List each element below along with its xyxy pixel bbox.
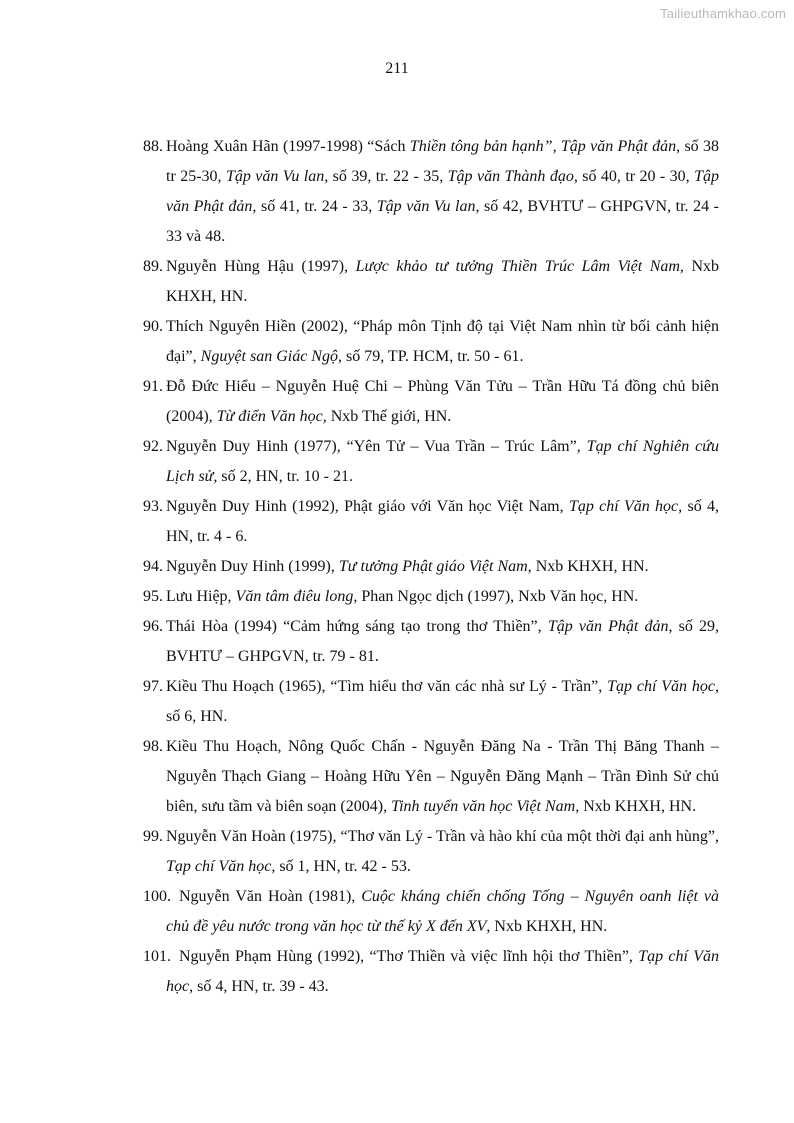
reference-item <box>143 942 719 1002</box>
reference-number: 94. <box>143 558 163 575</box>
reference-item <box>143 432 719 492</box>
reference-text-segment: , số 4, HN, tr. 39 - 43. <box>189 978 329 995</box>
reference-title-italic: Từ điển Văn học, <box>216 408 327 425</box>
reference-text <box>166 618 719 665</box>
reference-item <box>143 312 719 372</box>
reference-text-segment: , số 29, BVHTƯ – GHPGVN, tr. 79 - 81. <box>166 618 720 665</box>
reference-text-segment: số 42, BVHTƯ – GHPGVN, tr. 24 - 33 và 48. <box>166 198 719 245</box>
reference-text-segment: số 40, tr 20 - 30, <box>577 168 695 185</box>
reference-text-segment: Hoàng Xuân Hãn (1997-1998) “Sách <box>166 138 410 155</box>
reference-text-segment: , Nxb KHXH, HN. <box>486 918 608 935</box>
reference-number: 101. <box>143 948 171 965</box>
reference-title-italic: Tập văn Thành đạo, <box>447 168 578 185</box>
reference-title-italic: Văn tâm điêu long, <box>235 588 358 605</box>
reference-text-segment: số 79, TP. HCM, tr. 50 - 61. <box>341 348 524 365</box>
reference-text-segment: , số 6, HN. <box>166 678 719 725</box>
reference-title-italic: Tạp chí Văn học, <box>568 498 683 515</box>
reference-list <box>143 132 719 1002</box>
reference-text-segment: Nguyễn Duy Hinh (1992), Phật giáo với Văn học Việt Nam, <box>166 498 569 515</box>
reference-title-italic: Nguyệt san Giác Ngộ, <box>200 348 342 365</box>
reference-text <box>166 828 719 875</box>
reference-text-segment: Nguyễn Duy Hinh (1977), “Yên Tử – Vua Trần – Trúc Lâm”, <box>166 438 587 455</box>
reference-text-segment: Nguyễn Văn Hoàn (1981), <box>179 888 362 905</box>
reference-text <box>166 738 719 815</box>
reference-text-segment: số 2, HN, tr. 10 - 21. <box>217 468 353 485</box>
reference-title-italic: Thiền tông bản hạnh”, Tập văn Phật đản <box>409 138 677 155</box>
reference-text-segment: Kiều Thu Hoạch (1965), “Tìm hiểu thơ văn các nhà sư Lý - Trần”, <box>166 678 608 695</box>
reference-item <box>143 612 719 672</box>
reference-text-segment: số 41, tr. 24 - 33, <box>256 198 377 215</box>
reference-text-segment: Đỗ Đức Hiểu – Nguyễn Huệ Chi – Phùng Văn Tửu – Trần Hữu Tá đồng chủ biên (2004), <box>166 378 719 425</box>
reference-text <box>166 678 719 725</box>
reference-title-italic: Tạp chí Văn học, <box>166 858 276 875</box>
reference-text <box>166 318 719 365</box>
reference-text-segment: Nguyễn Hùng Hậu (1997), <box>166 258 356 275</box>
reference-text-segment: Nxb KHXH, HN. <box>579 798 697 815</box>
reference-text-segment: Phan Ngọc dịch (1997), Nxb Văn học, HN. <box>357 588 639 605</box>
reference-text-segment: Nguyễn Văn Hoàn (1975), “Thơ văn Lý - Trần và hào khí của một thời đại anh hùng”, <box>166 828 719 845</box>
reference-number: 92. <box>143 438 163 455</box>
reference-text-segment: số 4, HN, tr. 4 - 6. <box>166 498 719 545</box>
reference-title-italic: Lược khảo tư tưởng Thiền Trúc Lâm Việt Nam, <box>355 258 684 275</box>
reference-item <box>143 372 719 432</box>
reference-text-segment: số 39, tr. 22 - 35, <box>328 168 448 185</box>
reference-text-segment: , số 38 tr 25-30, <box>166 138 719 185</box>
reference-number: 93. <box>143 498 163 515</box>
reference-text <box>166 558 649 575</box>
reference-text-segment: số 1, HN, tr. 42 - 53. <box>275 858 411 875</box>
reference-number: 88. <box>143 138 163 155</box>
reference-title-italic: Tạp chí Văn học <box>607 678 715 695</box>
reference-text-segment: Nguyễn Duy Hinh (1999), <box>166 558 339 575</box>
reference-title-italic: Tạp chí Nghiên cứu Lịch sử, <box>166 438 720 485</box>
reference-text <box>166 888 719 935</box>
reference-text-segment: Nxb KHXH, HN. <box>531 558 649 575</box>
reference-text <box>166 258 719 305</box>
reference-text <box>166 378 719 425</box>
page-number: 211 <box>385 60 409 77</box>
reference-text-segment: Nxb Thế giới, HN. <box>326 408 452 425</box>
reference-number: 99. <box>143 828 163 845</box>
reference-item <box>143 552 719 582</box>
reference-title-italic: Tư tưởng Phật giáo Việt Nam, <box>338 558 532 575</box>
reference-item <box>143 252 719 312</box>
watermark: Tailieuthamkhao.com <box>660 6 786 21</box>
reference-text <box>166 438 719 485</box>
reference-item <box>143 492 719 552</box>
reference-item <box>143 672 719 732</box>
reference-number: 97. <box>143 678 163 695</box>
reference-item <box>143 582 719 612</box>
reference-text <box>166 498 719 545</box>
reference-text <box>166 138 719 245</box>
reference-title-italic: Tập văn Vu lan, <box>225 168 329 185</box>
reference-number: 95. <box>143 588 163 605</box>
reference-item <box>143 882 719 942</box>
reference-text-segment: Nguyễn Phạm Hùng (1992), “Thơ Thiền và việc lĩnh hội thơ Thiền”, <box>179 948 639 965</box>
reference-text-segment: Thái Hòa (1994) “Cảm hứng sáng tạo trong thơ Thiền”, <box>166 618 548 635</box>
reference-title-italic: Tập văn Phật đản <box>547 618 669 635</box>
reference-item <box>143 732 719 822</box>
reference-number: 96. <box>143 618 163 635</box>
reference-number: 98. <box>143 738 163 755</box>
reference-text <box>166 948 719 995</box>
reference-title-italic: Tạp chí Văn học <box>166 948 720 995</box>
reference-item <box>143 822 719 882</box>
reference-text-segment: Lưu Hiệp, <box>166 588 236 605</box>
reference-number: 91. <box>143 378 163 395</box>
reference-text-segment: Kiều Thu Hoạch, Nông Quốc Chấn - Nguyễn Đăng Na - Trần Thị Băng Thanh – Nguyễn Thạch Giang – Hoàng Hữu Yên – Nguyễn Đăng Mạnh – Trần Đình Sử chủ biên, sưu tầm và biên soạn (2004), <box>166 738 719 815</box>
reference-title-italic: Tinh tuyển văn học Việt Nam, <box>391 798 580 815</box>
reference-number: 100. <box>143 888 171 905</box>
reference-item <box>143 132 719 252</box>
reference-title-italic: Tập văn Vu lan, <box>376 198 480 215</box>
reference-text <box>166 588 638 605</box>
reference-text-segment: Nxb KHXH, HN. <box>166 258 720 305</box>
reference-number: 90. <box>143 318 163 335</box>
reference-title-italic: Cuộc kháng chiến chống Tống – Nguyên oanh liệt và chủ đề yêu nước trong văn học từ thế kỷ X đến XV <box>166 888 719 935</box>
reference-text-segment: Thích Nguyên Hiền (2002), “Pháp môn Tịnh độ tại Việt Nam nhìn từ bối cảnh hiện đại”, <box>166 318 719 365</box>
reference-title-italic: Tập văn Phật đản, <box>166 168 720 215</box>
reference-number: 89. <box>143 258 163 275</box>
